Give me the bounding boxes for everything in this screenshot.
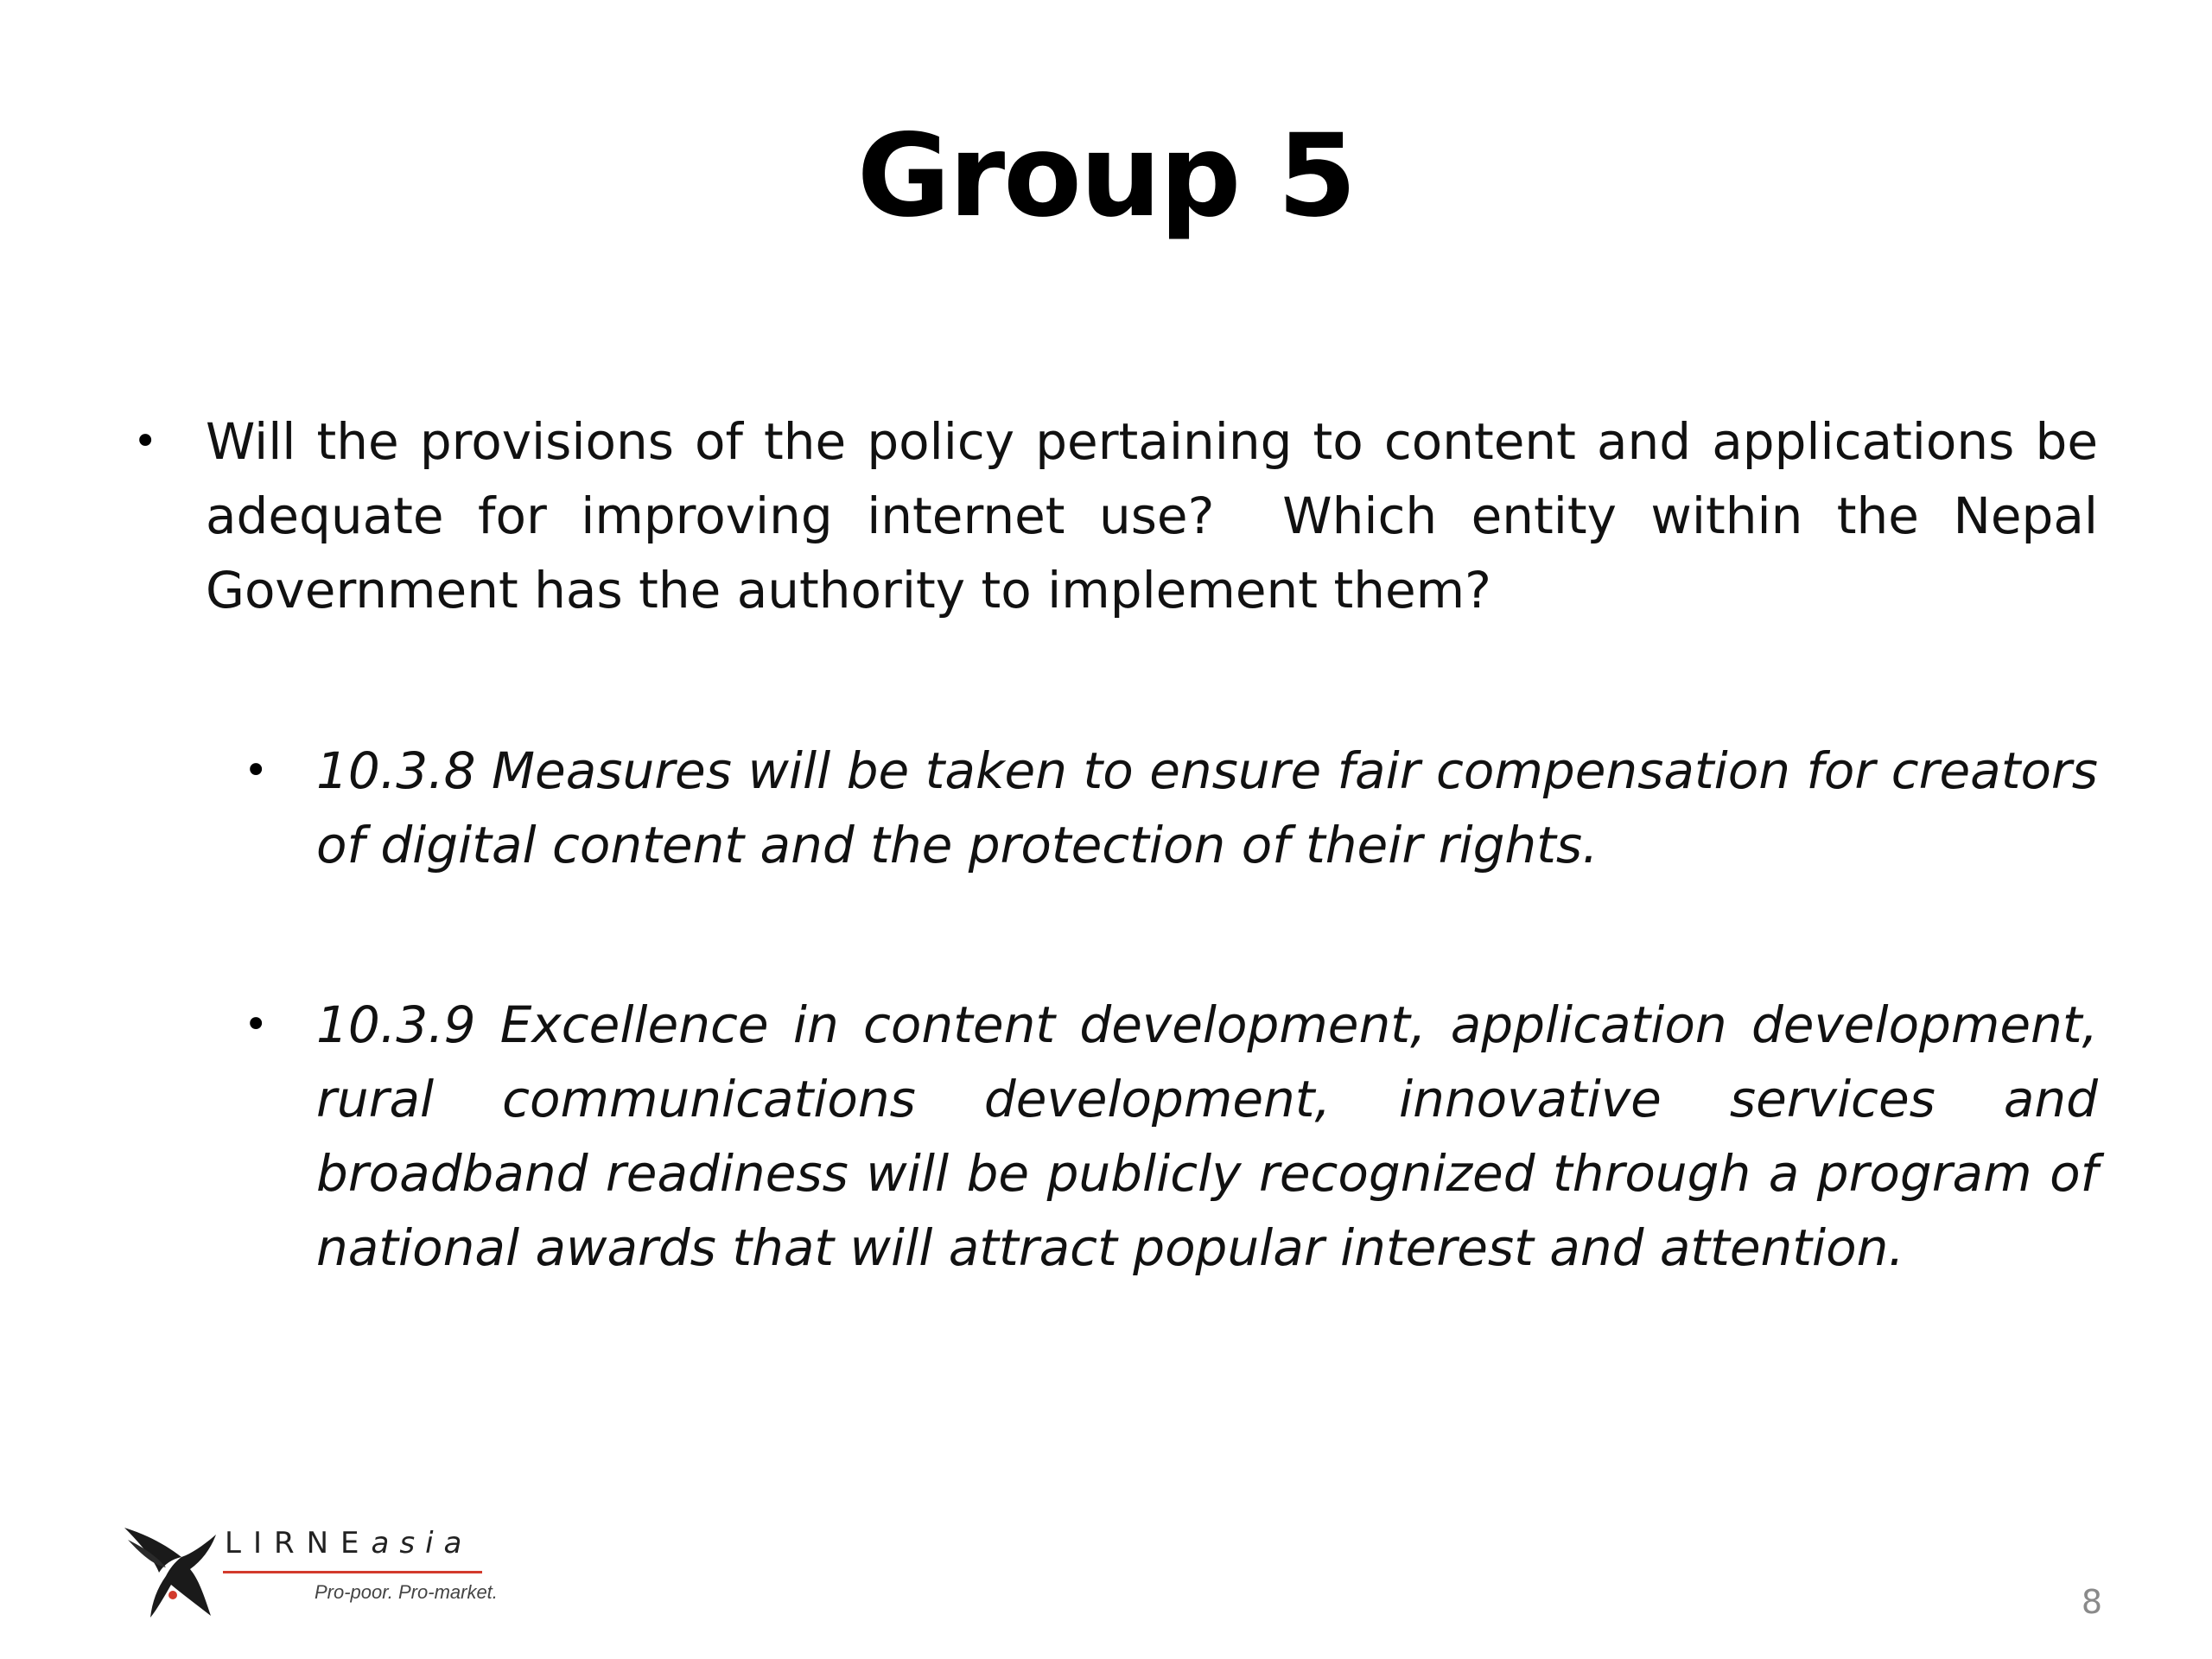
- bullet-icon: •: [133, 417, 158, 466]
- bullet-item-10-3-8: [244, 734, 2098, 882]
- logo-name-suffix: asia: [371, 1526, 473, 1560]
- bullet-icon: •: [244, 747, 269, 795]
- logo-underline: [223, 1571, 482, 1573]
- bullet-text: 10.3.9 Excellence in content development, application development, rural communications development, innovative services and broadband readiness will be publicly recognized through a program of national awards that will attract popular interest and attention.: [316, 995, 2098, 1277]
- logo-wordmark: [225, 1526, 472, 1560]
- bullet-item-10-3-9: [244, 988, 2098, 1285]
- lirneasia-logo: [121, 1519, 501, 1623]
- page-number: 8: [2081, 1583, 2102, 1621]
- bullet-text: Will the provisions of the policy pertaining to content and applications be adequate for improving internet use? Which entity within the Nepal Government has the authority to implement them?: [206, 412, 2098, 620]
- bullet-text: 10.3.8 Measures will be taken to ensure fair compensation for creators of digital content and the protection of their rights.: [316, 741, 2098, 874]
- slide-title: Group 5: [856, 110, 1356, 243]
- bullet-icon: •: [244, 1001, 269, 1049]
- logo-tagline: Pro-poor. Pro-market.: [315, 1581, 498, 1603]
- lirneasia-logo-mark-icon: [121, 1519, 225, 1623]
- bullet-item-question: [133, 404, 2098, 627]
- logo-name-prefix: LIRNE: [225, 1526, 372, 1560]
